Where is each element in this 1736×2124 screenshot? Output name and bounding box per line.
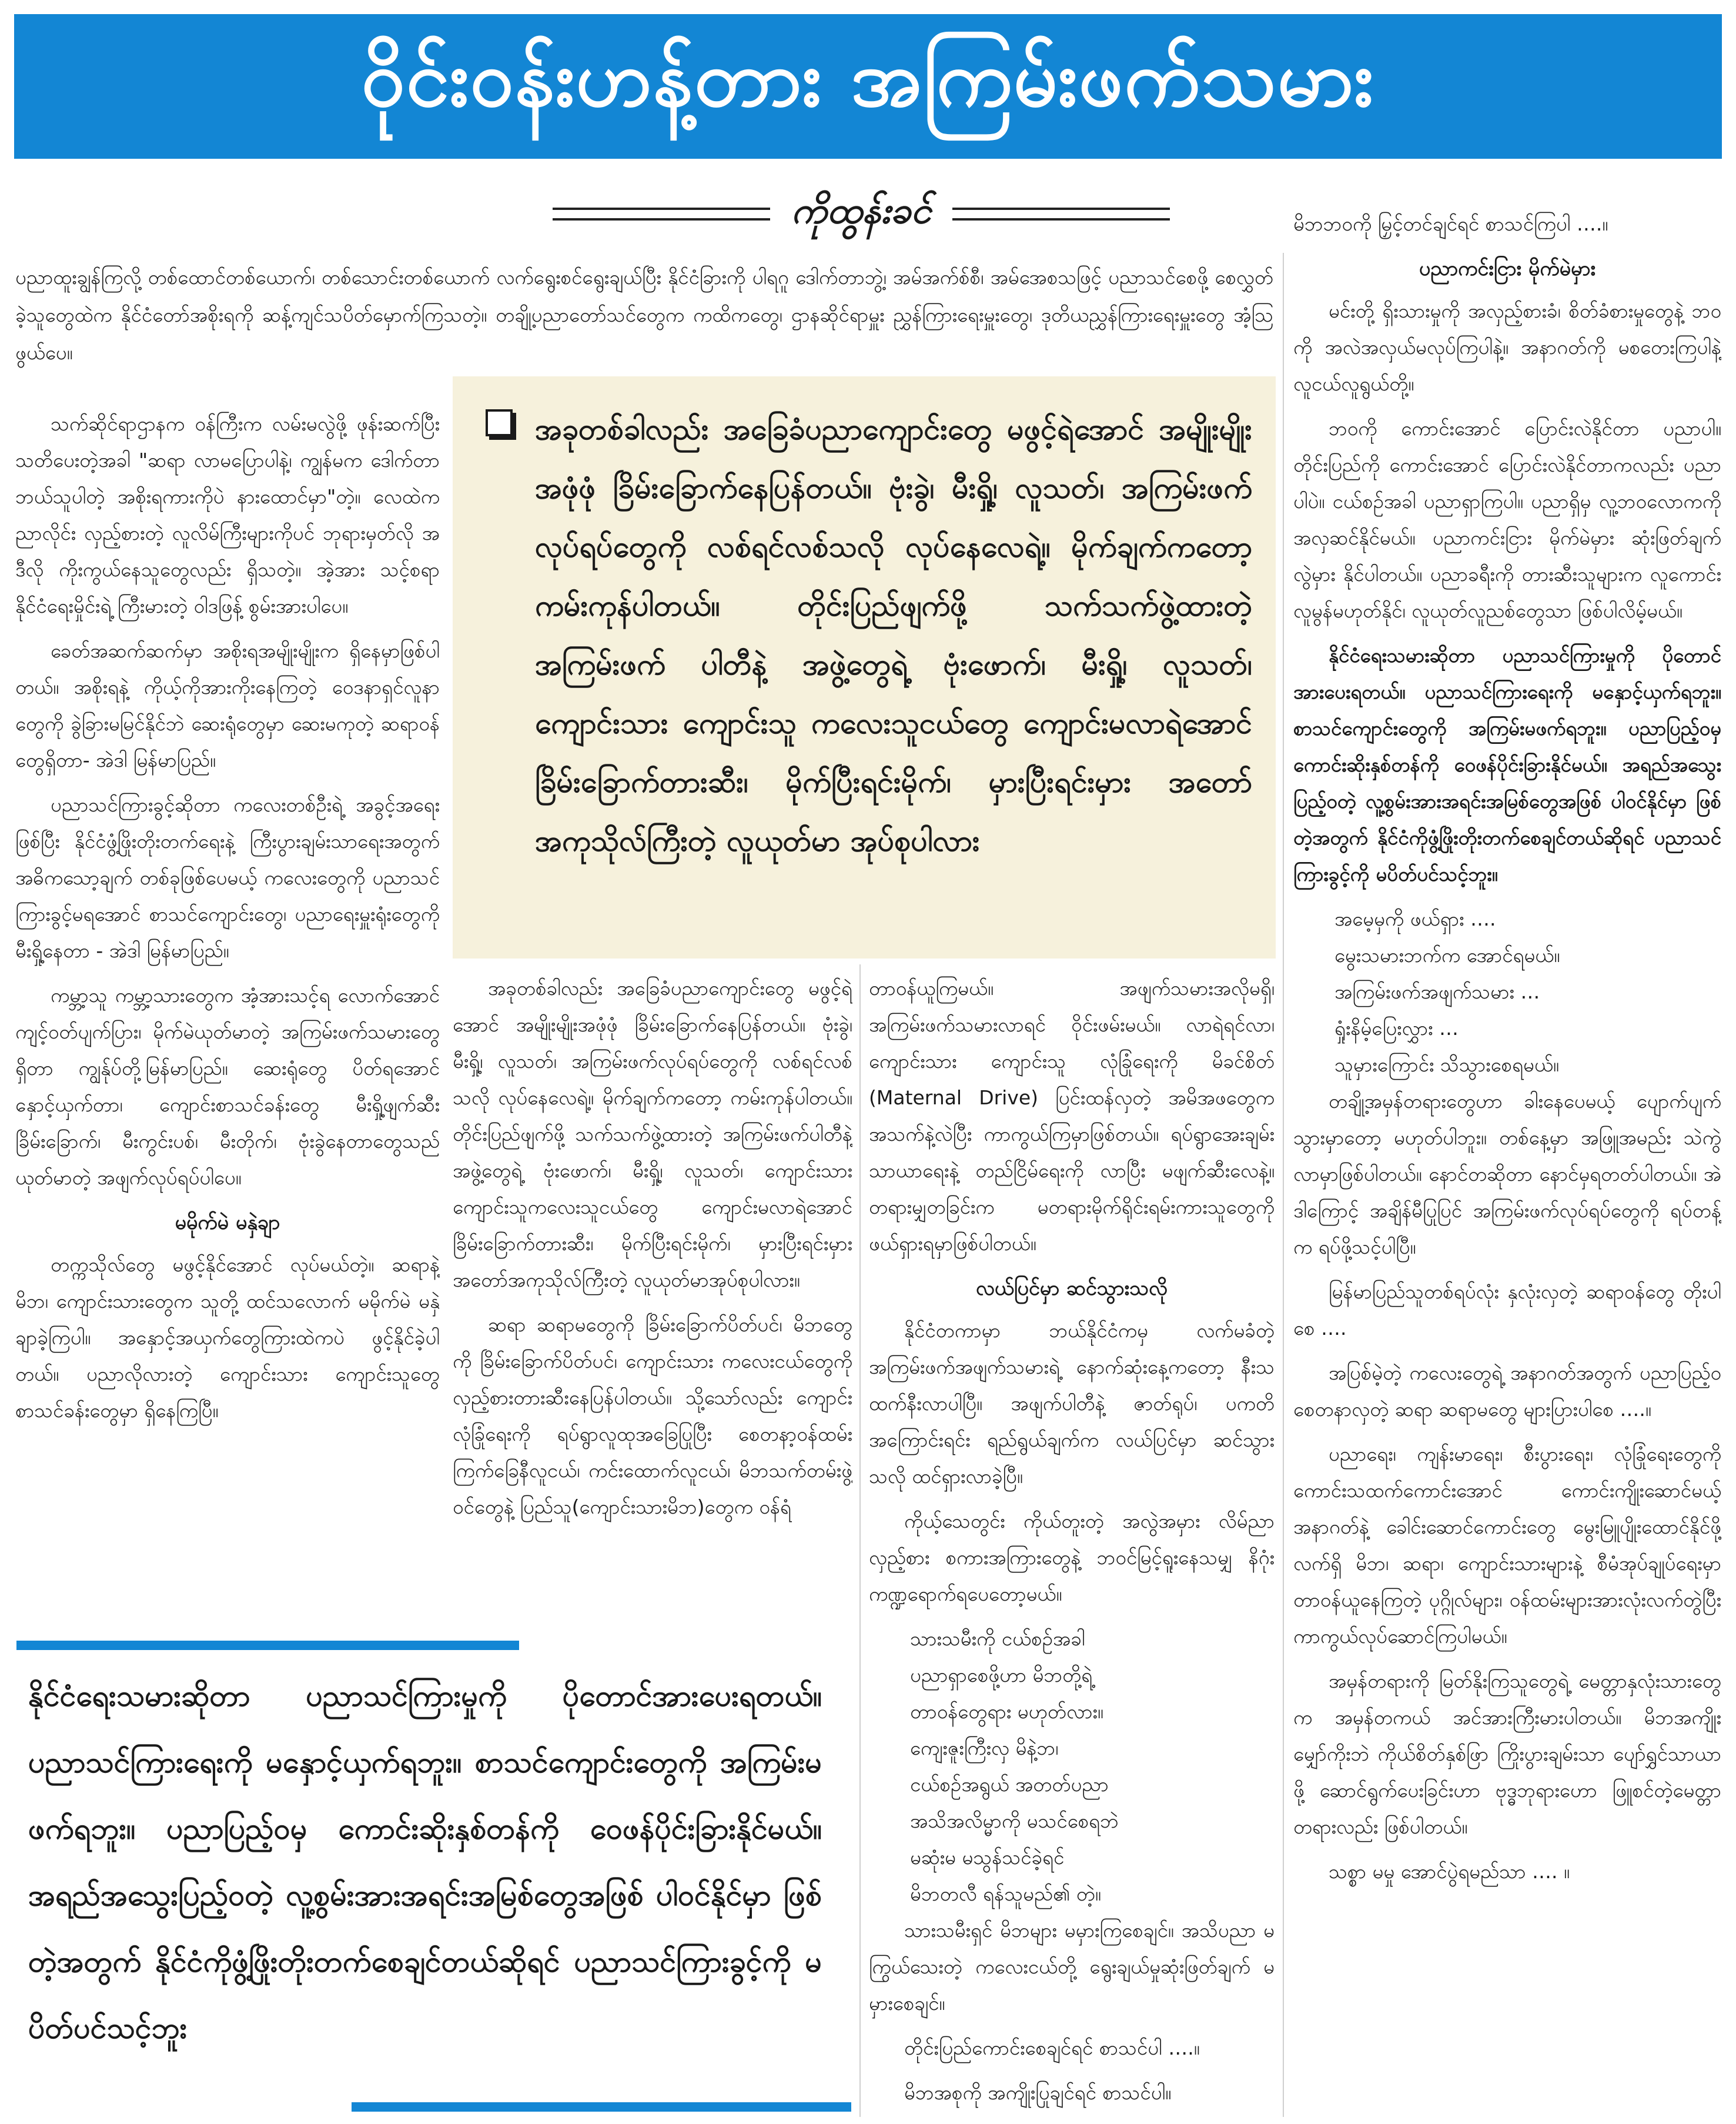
byline-rule-left <box>553 208 770 221</box>
col2-paragraph: အခုတစ်ခါလည်း အခြေခံပညာကျောင်းတွေ မဖွင့်ရဲအောင် အမျိုးမျိုးအဖုံဖုံ ခြိမ်းခြောက်နေပြန်တယ်။ ဗုံးခွဲ၊ မီးရှို့၊ လူသတ်၊ အကြမ်းဖက်လုပ်ရပ်တွေကို လစ်ရင်လစ်သလို လုပ်နေလေရဲ့။ မိုက်ချက်ကတော့ ကမ်းကုန်ပါတယ်။ တိုင်းပြည်ဖျက်ဖို့ သက်သက်ဖွဲ့ထားတဲ့ အကြမ်းဖက်ပါတီနဲ့ အဖွဲ့တွေရဲ့ ဗုံးဖောက်၊ မီးရှို့၊ လူသတ်၊ ကျောင်းသား ကျောင်းသူကလေးသူငယ်တွေ ကျောင်းမလာရဲအောင် ခြိမ်းခြောက်တားဆီး၊ မိုက်ပြီးရင်းမိုက်၊ မှားပြီးရင်းမှား အတော်အကုသိုလ်ကြီးတဲ့ လူယုတ်မာအုပ်စုပါလား။ <box>453 977 852 1291</box>
col4-verse: အကြမ်းဖက်အဖျက်သမား … <box>1334 980 1540 1003</box>
col4-paragraph: သစ္စာ မမှု အောင်ပွဲရမည်သာ …. ။ <box>1329 1860 1570 1883</box>
col4-paragraph: အပြစ်မဲ့တဲ့ ကလေးတွေရဲ့ အနာဂတ်အတွက် ပညာပြည့်ဝစေတနာလှတဲ့ ဆရာ ဆရာမတွေ များပြားပါစေ ….။ <box>1293 1361 1721 1421</box>
col3-paragraph: တိုင်းပြည်ကောင်းစေချင်ရင် စာသင်ပါ ….။ <box>904 2036 1200 2059</box>
col3-paragraph: မိဘအစုကို အကျိုးပြုချင်ရင် စာသင်ပါ။ <box>904 2081 1172 2104</box>
col3-verse: တာဝန်တွေရား မဟုတ်လား။ <box>910 1700 1103 1723</box>
col1-paragraph: ကမ္ဘာ့သူ ကမ္ဘာ့သားတွေက အံ့အားသင့်ရ လောက်အောင် ကျင့်ဝတ်ပျက်ပြား၊ မိုက်မဲယုတ်မာတဲ့ အကြမ်းဖက်သမားတွေရှိတာ ကျွန်ုပ်တို့မြန်မာပြည်။ ဆေးရုံတွေ ပိတ်ရအောင် နှောင့်ယှက်တာ၊ ကျောင်းစာသင်ခန်းတွေ မီးရှို့ဖျက်ဆီးခြိမ်းခြောက်၊ မီးကွင်းပစ်၊ မီးတိုက်၊ ဗုံးခွဲနေတာတွေသည် ယုတ်မာတဲ့ အဖျက်လုပ်ရပ်ပါပေ။ <box>15 984 440 1189</box>
col3-verse: ကျေးဇူးကြီးလှ မိနဲ့ဘ၊ <box>910 1736 1059 1759</box>
col4-paragraph: မင်းတို့ ရှိးသားမှုကို အလှည့်စားခံ၊ စိတ်ခံစားမှုတွေနဲ့ ဘဝကို အလဲအလှယ်မလုပ်ကြပါနဲ့။ အနာဂတ်ကို မစတေးကြပါနဲ့ လူငယ်လူရွယ်တို့။ <box>1293 299 1721 395</box>
col3-verse: မဆုံးမ မသွန်သင်ခဲ့ရင် <box>910 1846 1065 1869</box>
col4-verse: ရှုံးနိမ့်ပြေးလွှား … <box>1334 1017 1459 1040</box>
col4-verse: မွေးသမားဘက်က အောင်ရမယ်။ <box>1334 944 1560 967</box>
col4-verse: သူမှားကြောင်း သိသွားစေရမယ်။ <box>1334 1053 1559 1076</box>
col3-subheading: လယ်ပြင်မှာ ဆင်သွားသလို <box>975 1277 1168 1300</box>
col4-paragraph: ပညာရေး၊ ကျန်းမာရေး၊ စီးပွားရေး၊ လုံခြုံရေးတွေကို ကောင်းသထက်ကောင်းအောင် ကောင်းကျိုးဆောင်မယ့် အနာဂတ်နဲ့ ခေါင်းဆောင်ကောင်းတွေ မွေးမြူပျိုးထောင်နိုင်ဖို့ လက်ရှိ မိဘ၊ ဆရာ၊ ကျောင်းသားများနဲ့ စီမံအုပ်ချုပ်ရေးမှာ တာဝန်ယူနေကြတဲ့ ပုဂ္ဂိုလ်များ၊ ဝန်ထမ်းများအားလုံးလက်တွဲပြီး ကာကွယ်လုပ်ဆောင်ကြပါမယ်။ <box>1293 1442 1721 1648</box>
col1-paragraph: တက္ကသိုလ်တွေ မဖွင့်နိုင်အောင် လုပ်မယ်တဲ့။ ဆရာနဲ့ မိဘ၊ ကျောင်းသားတွေက သူတို့ ထင်သလောက် မမိုက်မဲ မနှဲချာခဲ့ကြပါ။ အနှောင့်အယှက်တွေကြားထဲကပဲ ဖွင့်နိုင်ခဲ့ပါတယ်။ ပညာလိုလားတဲ့ ကျောင်းသား ကျောင်းသူတွေ စာသင်ခန်းတွေမှာ ရှိနေကြပြီ။ <box>15 1253 440 1422</box>
lede-text: ပညာထူးချွန်ကြလို့ တစ်ထောင်တစ်ယောက်၊ တစ်သောင်းတစ်ယောက် လက်ရွေးစင်ရွေးချယ်ပြီး နိုင်ငံခြားကို ပါရဂူ ဒေါက်တာဘွဲ့၊ အမ်အက်စ်စီ၊ အမ်အေစသဖြင့် ပညာသင်စေဖို့ စေလွှတ်ခဲ့သူတွေထဲက နိုင်ငံတော်အစိုးရကို ဆန့်ကျင်သပိတ်မှောက်ကြသတဲ့။ တချို့ပညာတော်သင်တွေက ကထိကတွေ၊ ဌာနဆိုင်ရာမှူး ညွှန်ကြားရေးမှူးတွေ၊ ဒုတိယညွှန်ကြားရေးမှူးတွေ အံ့သြဖွယ်ပေ။ <box>15 266 1273 364</box>
pull-quote-2-bottom-bar <box>352 2102 851 2112</box>
col4-intro: မိဘဘဝကို မြှင့်တင်ချင်ရင် စာသင်ကြပါ ….။ <box>1293 212 1608 235</box>
col1-paragraph: ပညာသင်ကြားခွင့်ဆိုတာ ကလေးတစ်ဦးရဲ့ အခွင့်အရေးဖြစ်ပြီး နိုင်ငံဖွံ့ဖြိုးတိုးတက်ရေးနဲ့ ကြီးပွားချမ်းသာရေးအတွက် အဓိကသော့ချက် တစ်ခုဖြစ်ပေမယ့် ကလေးတွေကို ပညာသင်ကြားခွင့်မရအောင် စာသင်ကျောင်းတွေ၊ ပညာရေးမှူးရုံးတွေကို မီးရှို့နေတာ - အဲဒါ မြန်မာပြည်။ <box>15 793 440 962</box>
col3-verse: သားသမီးကို ငယ်စဉ်အခါ <box>910 1627 1085 1650</box>
author-byline: ကိုထွန်းခင် <box>791 188 931 232</box>
col4-paragraph: မြန်မာပြည်သူတစ်ရပ်လုံး နှလုံးလှတဲ့ ဆရာဝန်တွေ တိုးပါစေ …. <box>1293 1280 1721 1340</box>
col1-paragraph: ခေတ်အဆက်ဆက်မှာ အစိုးရအမျိုးမျိုးက ရှိနေမှာဖြစ်ပါတယ်။ အစိုးရနဲ့ ကိုယ့်ကိုအားကိုးနေကြတဲ့ ဝေဒနာရှင်လူနာတွေကို ခွဲခြားမမြင်နိုင်ဘဲ ဆေးရုံတွေမှာ ဆေးမကုတဲ့ ဆရာဝန်တွေရှိတာ- အဲဒါ မြန်မာပြည်။ <box>15 639 440 772</box>
col4-verse: အမေ့မှကို ဖယ်ရှား …. <box>1334 907 1496 930</box>
pull-quote-2-text: နိုင်ငံရေးသမားဆိုတာ ပညာသင်ကြားမှုကို ပိုတောင်အားပေးရတယ်။ ပညာသင်ကြားရေးကို မနှောင့်ယှက်ရဘူး။ စာသင်ကျောင်းတွေကို အကြမ်းမဖက်ရဘူး။ ပညာပြည့်ဝမှ ကောင်းဆိုးနှစ်တန်ကို ဝေဖန်ပိုင်းခြားနိုင်မယ်။ အရည်အသွေးပြည့်ဝတဲ့ လူ့စွမ်းအားအရင်းအမြစ်တွေအဖြစ် ပါဝင်နိုင်မှာ ဖြစ်တဲ့အတွက် နိုင်ငံကိုဖွံ့ဖြိုးတိုးတက်စေချင်တယ်ဆိုရင် ပညာသင်ကြားခွင့်ကို မပိတ်ပင်သင့်ဘူး <box>28 1679 822 2045</box>
col4-subheading: ပညာကင်းငြား မိုက်မဲမှား <box>1419 257 1596 280</box>
col3-paragraph: တာဝန်ယူကြမယ်။ အဖျက်သမားအလိုမရှိ၊ အကြမ်းဖက်သမားလာရင် ဝိုင်းဖမ်းမယ်။ လာရဲရင်လာ၊ ကျောင်းသား ကျောင်းသူ လုံခြုံရေးကို မိခင်စိတ် (Maternal Drive) ပြင်းထန်လှတဲ့ အမိအဖတွေက အသက်နဲ့လဲပြီး ကာကွယ်ကြမှာဖြစ်တယ်။ ရပ်ရွာအေးချမ်းသာယာရေးနဲ့ တည်ငြိမ်ရေးကို လာပြီး မဖျက်ဆီးလေနဲ့။ တရားမျှတခြင်းက မတရားမိုက်ရိုင်းရမ်းကားသူတွေကို ဖယ်ရှားရမှာဖြစ်ပါတယ်။ <box>869 977 1275 1255</box>
col1-subheading: မမိုက်မဲ မနှဲချာ <box>175 1211 280 1234</box>
column-2 <box>453 970 852 1617</box>
col3-verse: ပညာရှာစေဖို့ဟာ မိဘတို့ရဲ့ <box>910 1664 1093 1686</box>
col4-paragraph: အမှန်တရားကို မြတ်နိုးကြသူတွေရဲ့ မေတ္တာနှလုံးသားတွေက အမှန်တကယ် အင်အားကြီးမားပါတယ်။ မိဘအကျိုး မျှော်ကိုးဘဲ ကိုယ်စိတ်နှစ်ဖြာ ကြိုးပွားချမ်းသာ ပျော်ရွှင်သာယာဖို့ ဆောင်ရွက်ပေးခြင်းဟာ ဗုဒ္ဓဘုရားဟော ဖြူစင်တဲ့မေတ္တာတရားလည်း ဖြစ်ပါတယ်။ <box>1293 1669 1721 1838</box>
checkbox-bullet-icon <box>486 409 513 436</box>
col3-paragraph: နိုင်ငံတကာမှာ ဘယ်နိုင်ငံကမှ လက်မခံတဲ့ အကြမ်းဖက်အဖျက်သမားရဲ့ နောက်ဆုံးနေ့ကတော့ နီးသထက်နီးလာပါပြီ။ အဖျက်ပါတီနဲ့ ဇာတ်ရုပ်၊ ပကတိအကြောင်းရင်း ရည်ရွယ်ချက်က လယ်ပြင်မှာ ဆင်သွားသလို ထင်ရှားလာခဲ့ပြီ။ <box>869 1319 1275 1488</box>
title-banner <box>14 14 1722 159</box>
article-title: ဝိုင်းဝန်းဟန့်တား အကြမ်းဖက်သမား <box>361 34 1375 124</box>
col3-verse: မိဘတလီ ရန်သူမည်၏ တဲ့။ <box>910 1882 1101 1905</box>
byline-row <box>553 186 1170 242</box>
pull-quote-1 <box>453 376 1276 959</box>
col3-verse: ငယ်စဉ်အရွယ် အတတ်ပညာ <box>910 1773 1109 1796</box>
col4-bold-paragraph: နိုင်ငံရေးသမားဆိုတာ ပညာသင်ကြားမှုကို ပိုတောင် အားပေးရတယ်။ ပညာသင်ကြားရေးကို မနှောင့်ယှက်ရဘူး။ စာသင်ကျောင်းတွေကို အကြမ်းမဖက်ရဘူး။ ပညာပြည့်ဝမှ ကောင်းဆိုးနှစ်တန်ကို ဝေဖန်ပိုင်းခြားနိုင်မယ်။ အရည်အသွေးပြည့်ဝတဲ့ လူ့စွမ်းအားအရင်းအမြစ်တွေအဖြစ် ပါဝင်နိုင်မှာ ဖြစ်တဲ့အတွက် နိုင်ငံကိုဖွံ့ဖြိုးတိုးတက်စေချင်တယ်ဆိုရင် ပညာသင်ကြားခွင့်ကို မပိတ်ပင်သင့်ဘူး။ <box>1293 644 1721 886</box>
col4-paragraph: တချို့အမှန်တရားတွေဟာ ခါးနေပေမယ့် ပျောက်ပျက်သွားမှာတော့ မဟုတ်ပါဘူး။ တစ်နေ့မှာ အဖြူအမည်း သဲကွဲလာမှာဖြစ်ပါတယ်။ နောင်တဆိုတာ နောင်မှရတတ်ပါတယ်။ အဲဒါကြောင့် အချိန်မီပြုပြင် အကြမ်းဖက်လုပ်ရပ်တွေကို ရပ်တန့်က ရပ်ဖို့သင့်ပါပြီ။ <box>1293 1090 1721 1258</box>
byline-rule-right <box>952 208 1170 221</box>
col3-paragraph: သားသမီးရှင် မိဘများ မမှားကြစေချင်။ အသိပညာ မကြွယ်သေးတဲ့ ကလေးငယ်တို့ ရွေးချယ်မှုဆုံးဖြတ်ချက် မမှားစေချင်။ <box>869 1919 1275 2015</box>
col1-paragraph: သက်ဆိုင်ရာဌာနက ဝန်ကြီးက လမ်းမလွဲဖို့ ဖုန်းဆက်ပြီး သတိပေးတဲ့အခါ "ဆရာ လာမပြောပါနဲ့၊ ကျွန်မက ဒေါက်တာဘယ်သူပါတဲ့ အစိုးရကားကိုပဲ နားထောင်မှာ"တဲ့။ လေထဲက ညာလိုင်း လှည့်စားတဲ့ လူလိမ်ကြီးများကိုပင် ဘုရားမှတ်လို အဒီလို ကိုးကွယ်နေသူတွေလည်း ရှိသတဲ့။ အဲ့အား သင့်စရာ နိုင်ငံရေးမှိုင်းရဲ့ ကြီးမားတဲ့ ဝါဒဖြန့် စွမ်းအားပါပေ။ <box>15 412 440 617</box>
col2-paragraph: ဆရာ ဆရာမတွေကို ခြိမ်းခြောက်ပိတ်ပင်၊ မိဘတွေကို ခြိမ်းခြောက်ပိတ်ပင်၊ ကျောင်းသား ကလေးငယ်တွေကို လှည့်စားတားဆီးနေပြန်ပါတယ်။ သို့သော်လည်း ကျောင်းလုံခြုံရေးကို ရပ်ရွာလူထုအခြေပြုပြီး စေတနာ့ဝန်ထမ်းကြက်ခြေနီလူငယ်၊ ကင်းထောက်လူငယ်၊ မိဘသက်တမ်းဖွဲ့ဝင်တွေနဲ့ ပြည်သူ(ကျောင်းသားမိဘ)တွေက ဝန်ရံ <box>453 1313 852 1518</box>
column-3 <box>869 970 1275 2117</box>
col3-verse: အသိအလိမ္မာကို မသင်စေရဘဲ <box>910 1809 1119 1832</box>
column-4 <box>1293 206 1721 2117</box>
col3-paragraph: ကိုယ့်သေတွင်း ကိုယ်တူးတဲ့ အလွဲအမှား လိမ်ညာလှည့်စား စကားအကြားတွေနဲ့ ဘဝင်မြင့်ရူးနေသမျှ နိဂုံးကဏ္ဍရောက်ရပေတော့မယ်။ <box>869 1509 1275 1605</box>
pull-quote-2 <box>16 1641 834 2090</box>
column-1 <box>15 406 440 1617</box>
lede-paragraph <box>15 259 1273 394</box>
pull-quote-1-text: အခုတစ်ခါလည်း အခြေခံပညာကျောင်းတွေ မဖွင့်ရဲအောင် အမျိုးမျိုး အဖုံဖုံ ခြိမ်းခြောက်နေပြန်တယ်။ ဗုံးခွဲ၊ မီးရှို့၊ လူသတ်၊ အကြမ်းဖက် လုပ်ရပ်တွေကို လစ်ရင်လစ်သလို လုပ်နေလေရဲ့။ မိုက်ချက်ကတော့ ကမ်းကုန်ပါတယ်။ တိုင်းပြည်ဖျက်ဖို့ သက်သက်ဖွဲ့ထားတဲ့ အကြမ်းဖက် ပါတီနဲ့ အဖွဲ့တွေရဲ့ ဗုံးဖောက်၊ မီးရှို့၊ လူသတ်၊ ကျောင်းသား ကျောင်းသူ ကလေးသူငယ်တွေ ကျောင်းမလာရဲအောင် ခြိမ်းခြောက်တားဆီး၊ မိုက်ပြီးရင်းမိုက်၊ မှားပြီးရင်းမှား အတော်အကုသိုလ်ကြီးတဲ့ လူယုတ်မာ အုပ်စုပါလား <box>535 412 1252 858</box>
pull-quote-2-top-bar <box>16 1641 519 1650</box>
column-divider <box>859 964 861 2117</box>
column-divider <box>1283 253 1284 2117</box>
col4-paragraph: ဘဝကို ကောင်းအောင် ပြောင်းလဲနိုင်တာ ပညာပါ။ တိုင်းပြည်ကို ကောင်းအောင် ပြောင်းလဲနိုင်တာကလည်း ပညာပါပဲ။ ငယ်စဉ်အခါ ပညာရှာကြပါ။ ပညာရှိမှ လူ့ဘဝလောကကို အလှဆင်နိုင်မယ်။ ပညာကင်းငြား မိုက်မဲမှား ဆုံးဖြတ်ချက်လွဲမှား နိုင်ပါတယ်။ ပညာခရီးကို တားဆီးသူများက လူကောင်းလူမွန်မဟုတ်နိုင်၊ လူယုတ်လူညစ်တွေသာ ဖြစ်ပါလိမ့်မယ်။ <box>1293 417 1721 622</box>
